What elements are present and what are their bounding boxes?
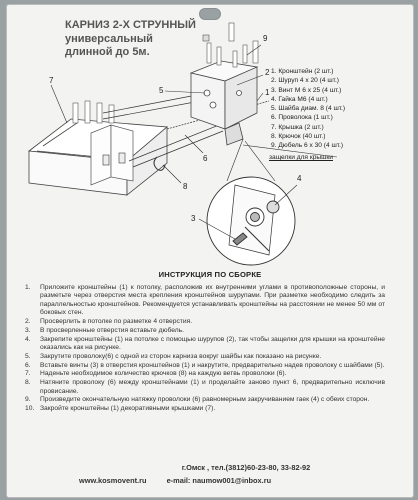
instruction-step: [25, 379, 385, 396]
product-title: КАРНИЗ 2-Х СТРУННЫЙ: [65, 19, 196, 31]
callout-8: 8: [183, 182, 188, 191]
step-text: Наденьте необходимое количество крючков (8) на каждую ветвь проволоки (6).: [40, 370, 287, 378]
product-subtitle: универсальный: [65, 33, 153, 45]
step-text: Закройте кронштейны (1) декоративными крышками (7).: [40, 405, 216, 413]
instruction-step: [25, 284, 385, 318]
step-text: Натяните проволоку (6) между кронштейнами (1) и проделайте заново пункт 6, предварительно исключив провисание.: [40, 379, 385, 395]
email-link[interactable]: e-mail: naumow001@inbox.ru: [166, 476, 272, 485]
step-text: Приложите кронштейны (1) к потолку, расположив их внутренними углами в противоположные стороны, и разметьте через отверстия места крепления кронштейнов шурупами. При разметке необходимо следить за параллельностью кронштейнов. Рекомендуется устанавливать кронштейны на расстоянии не менее 50 мм от боковых стен.: [40, 284, 385, 317]
instruction-step: [25, 353, 385, 361]
instruction-step: [25, 318, 385, 326]
step-text: Закрепите кронштейны (1) на потолке с помощью шурупов (2), так чтобы защелки для крышки на кронштейне оказались как на рисунке.: [40, 335, 385, 352]
parts-list-item: 4. Гайка М6 (4 шт.): [271, 95, 328, 103]
callout-2: 2: [265, 68, 270, 77]
inner-bracket-drawing: [91, 125, 133, 185]
callout-6: 6: [203, 154, 208, 163]
step-number: 7.: [25, 370, 31, 378]
callout-3: 3: [191, 214, 196, 223]
callout-9: 9: [263, 34, 268, 43]
step-number: 1.: [25, 284, 31, 291]
instructions-heading: ИНСТРУКЦИЯ ПО СБОРКЕ: [158, 270, 262, 279]
step-text: Произведите окончательную натяжку проволоки (6) равномерным закручиванием гаек (4) с обеих сторон.: [40, 396, 370, 404]
parts-list: [271, 67, 345, 151]
clips-note: защелки для крышки: [269, 154, 333, 161]
contact-web-line: [79, 476, 289, 485]
instruction-steps: [25, 284, 385, 414]
step-number: 4.: [25, 335, 31, 343]
parts-list-item: 3. Винт М 6 х 25 (4 шт.): [271, 86, 342, 94]
parts-list-item: 1. Кронштейн (2 шт.): [271, 68, 334, 75]
parts-list-item: 2. Шуруп 4 х 20 (4 шт.): [271, 77, 339, 85]
product-length: длинной до 5м.: [65, 46, 150, 58]
instruction-step: [25, 362, 385, 370]
instruction-step: [25, 396, 385, 404]
parts-list-item: 7. Крышка (2 шт.): [271, 123, 324, 131]
instruction-step: [25, 336, 385, 353]
parts-list-item: 6. Проволока (1 шт.): [271, 114, 333, 122]
instruction-step: [25, 327, 385, 335]
parts-list-item: 8. Крючок (40 шт.): [271, 133, 326, 141]
website-link[interactable]: www.kosmovent.ru: [79, 476, 147, 485]
callout-4: 4: [297, 174, 302, 183]
callout-7: 7: [49, 76, 54, 85]
instruction-step: [25, 370, 385, 378]
callout-1: 1: [265, 88, 270, 97]
step-number: 5.: [25, 352, 31, 360]
step-text: Вставьте винты (3) в отверстия кронштейнов (1) и накрутите, предварительно надев проволоку с шайбами (5).: [40, 361, 385, 369]
contact-phone-line: [7, 463, 413, 472]
step-number: 6.: [25, 361, 31, 369]
parts-list-item: 9. Дюбель 6 х 30 (4 шт.): [271, 142, 344, 150]
assembly-diagram: [7, 5, 413, 267]
step-number: 3.: [25, 326, 31, 334]
step-number: 9.: [25, 396, 31, 404]
step-number: 2.: [25, 318, 31, 326]
step-text: В просверленные отверстия вставьте дюбель.: [40, 326, 184, 334]
step-number: 8.: [25, 379, 31, 387]
instruction-card: [6, 4, 414, 498]
step-text: Закрутите проволоку(6) с одной из сторон карниза вокруг шайбы как показано на рисунке.: [40, 352, 322, 360]
step-number: 10.: [25, 405, 35, 413]
screws-right: [203, 23, 258, 67]
parts-list-item: 5. Шайба диам. 8 (4 шт.): [271, 105, 346, 113]
step-text: Просверлить в потолке по разметке 4 отверстия.: [40, 318, 193, 326]
city-phone: г.Омск , тел.(3812)60-23-80, 33-82-92: [181, 463, 311, 472]
callout-5: 5: [159, 86, 164, 95]
instruction-step: [25, 405, 385, 413]
